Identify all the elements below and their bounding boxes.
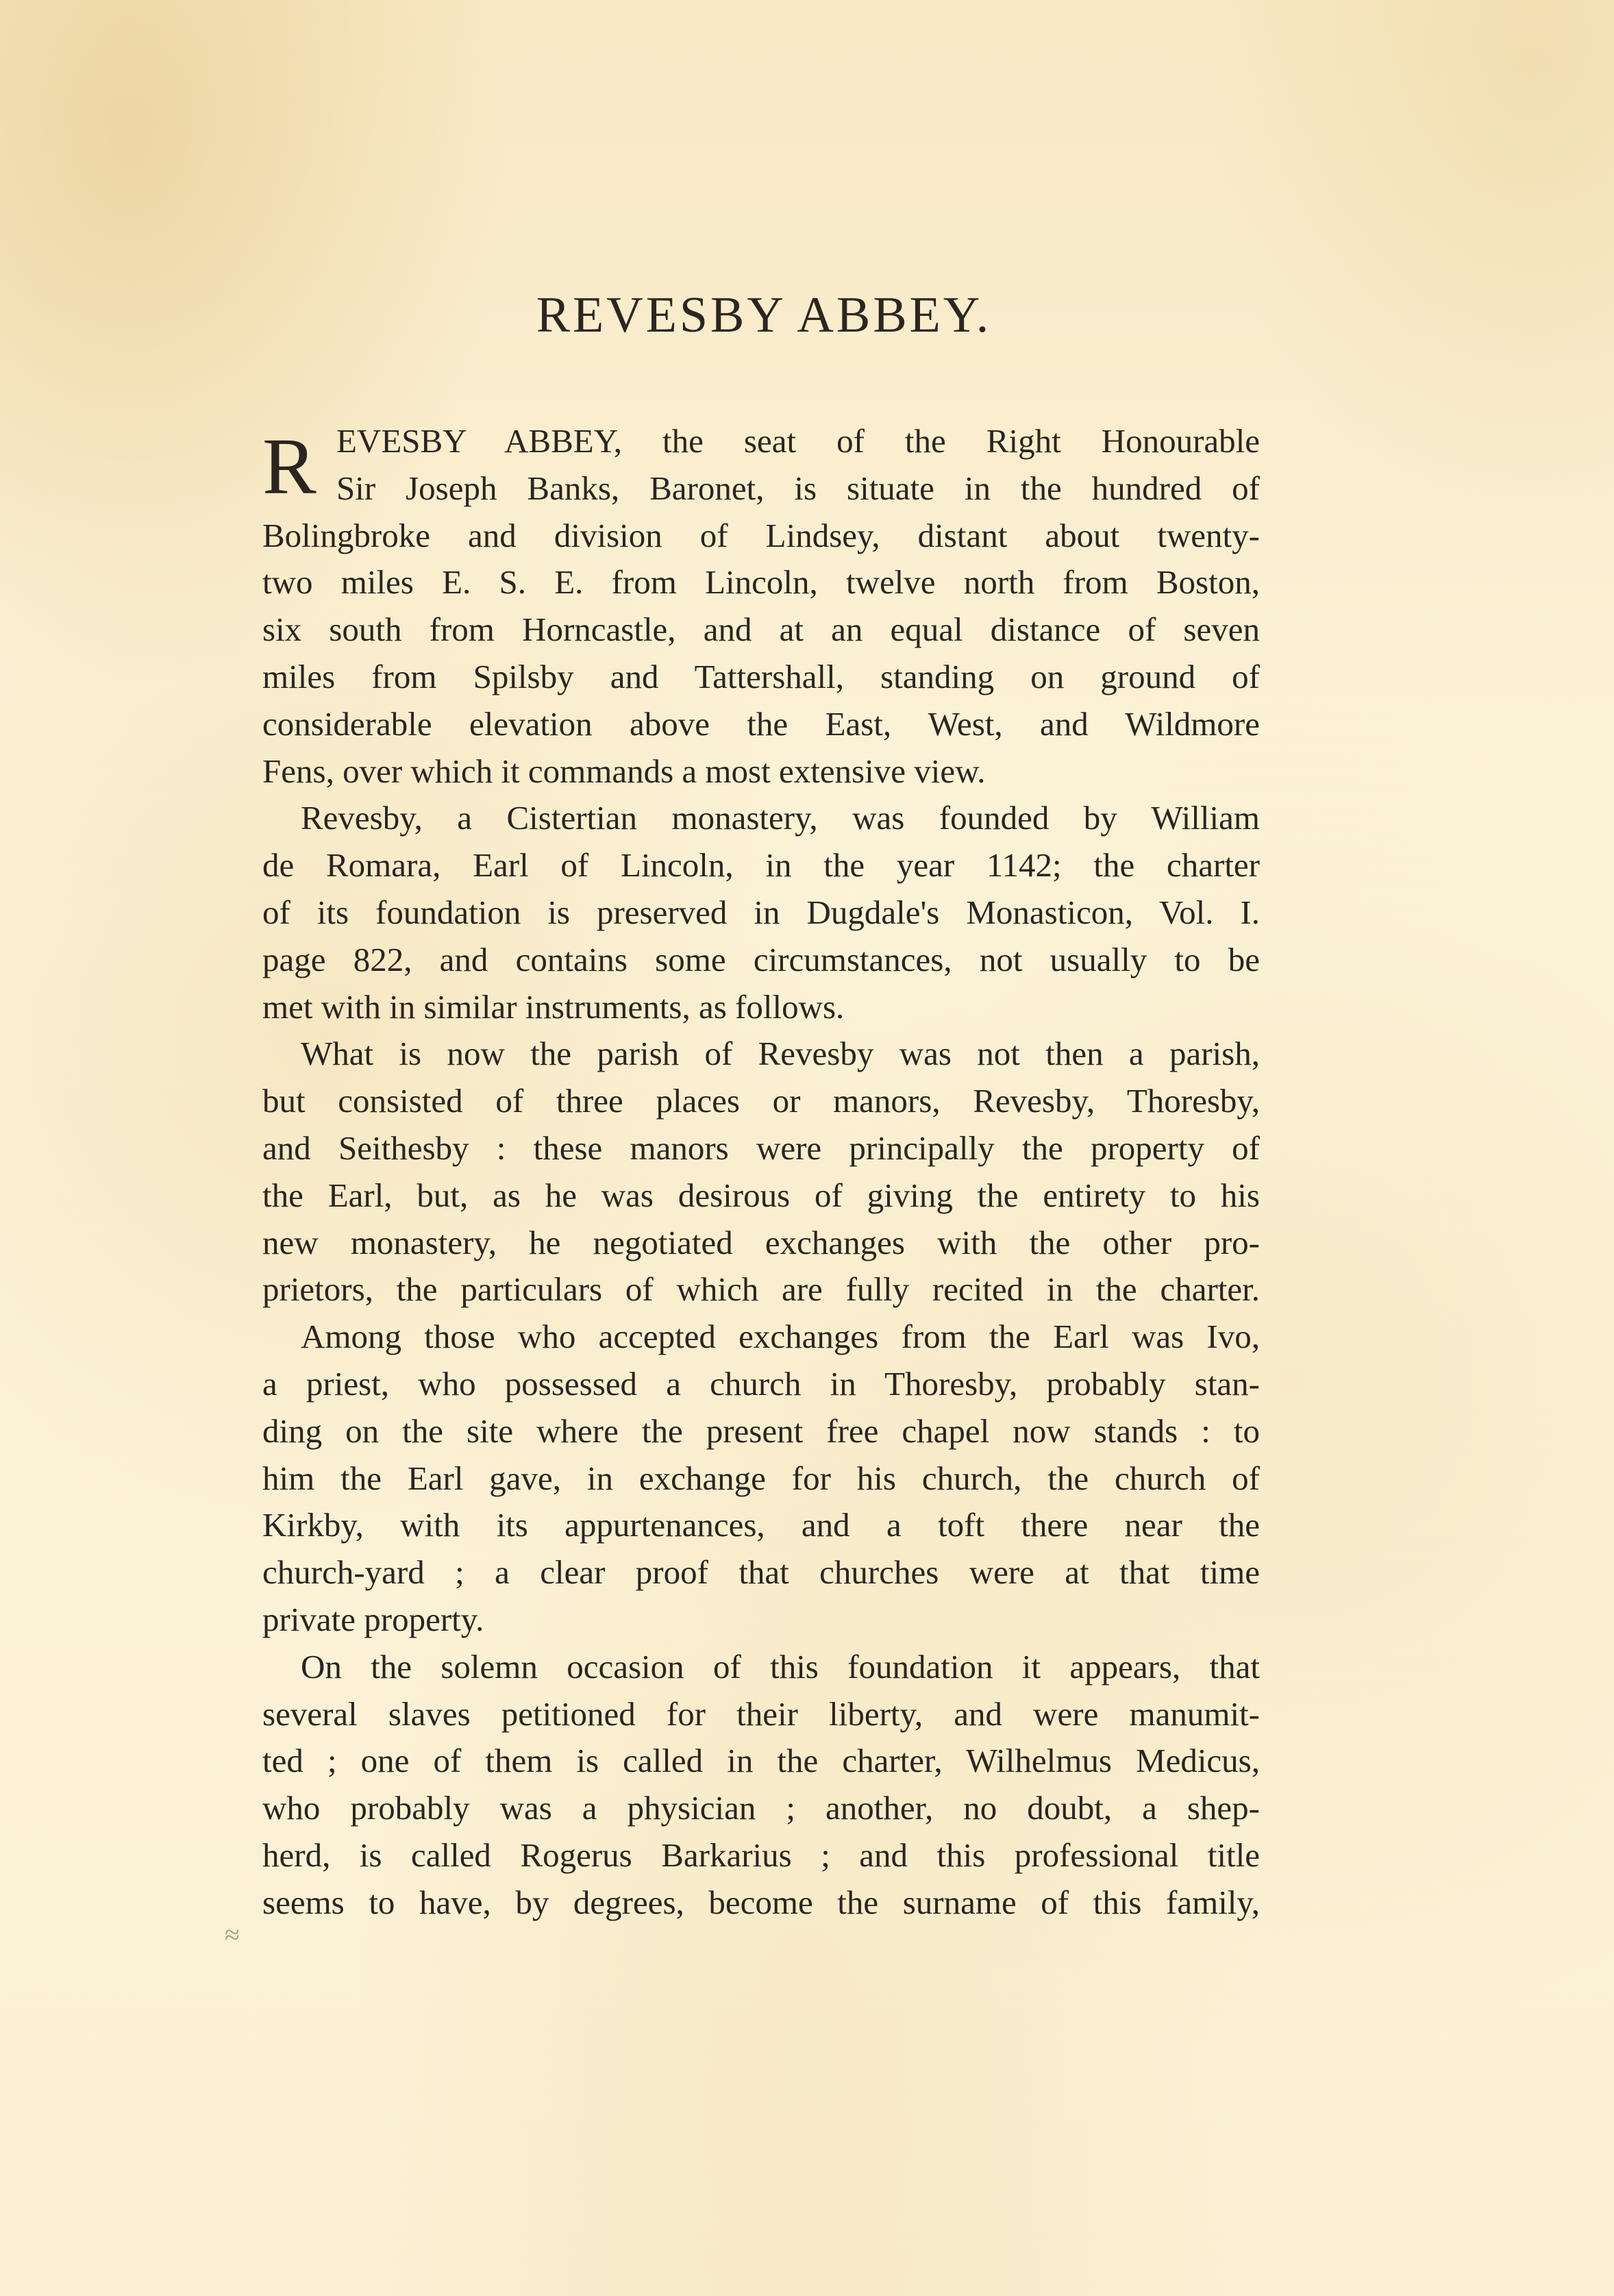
text-line: Sir Joseph Banks, Baronet, is situate in the hundred of bbox=[336, 469, 1260, 507]
text-line: de Romara, Earl of Lincoln, in the year 1142; the charter bbox=[262, 846, 1260, 885]
page-title: REVESBY ABBEY. bbox=[536, 287, 992, 343]
text-line: several slaves petitioned for their liberty, and were manumit- bbox=[262, 1694, 1260, 1733]
text-line: page 822, and contains some circumstances, not usually to be bbox=[262, 940, 1260, 978]
text-line: seems to have, by degrees, become the surname of this family, bbox=[262, 1883, 1260, 1921]
text-line: private property. bbox=[262, 1600, 484, 1638]
paragraph-4 bbox=[262, 1313, 1260, 1644]
paragraph-1 bbox=[262, 418, 1260, 795]
text-line: Bolingbroke and division of Lindsey, distant about twenty- bbox=[262, 516, 1260, 554]
text-line: What is now the parish of Revesby was not then a parish, bbox=[301, 1035, 1260, 1073]
text-line: and Seithesby : these manors were principally the property of bbox=[262, 1128, 1260, 1167]
text-line: the Earl, but, as he was desirous of giving the entirety to his bbox=[262, 1176, 1260, 1214]
text-line: six south from Horncastle, and at an equal distance of seven bbox=[262, 610, 1260, 649]
text-line: of its foundation is preserved in Dugdale's Monasticon, Vol. I. bbox=[262, 893, 1260, 931]
text-line: him the Earl gave, in exchange for his church, the church of bbox=[262, 1459, 1260, 1497]
text-line: On the solemn occasion of this foundation it appears, that bbox=[301, 1647, 1260, 1686]
paragraph-3 bbox=[262, 1030, 1260, 1313]
text-line: ding on the site where the present free chapel now stands : to bbox=[262, 1411, 1260, 1450]
paragraph-2 bbox=[262, 795, 1260, 1030]
text-line: two miles E. S. E. from Lincoln, twelve north from Boston, bbox=[262, 563, 1260, 602]
text-line: ted ; one of them is called in the charter, Wilhelmus Medicus, bbox=[262, 1742, 1260, 1780]
text-line: EVESBY ABBEY, the seat of the Right Honourable bbox=[336, 422, 1260, 460]
text-line: Kirkby, with its appurtenances, and a toft there near the bbox=[262, 1506, 1260, 1544]
text-line: who probably was a physician ; another, no doubt, a shep- bbox=[262, 1789, 1260, 1827]
text-line: Revesby, a Cistertian monastery, was founded by William bbox=[301, 799, 1260, 837]
text-line: Fens, over which it commands a most extensive view. bbox=[262, 752, 986, 790]
text-line: a priest, who possessed a church in Thoresby, probably stan- bbox=[262, 1364, 1260, 1403]
text-line: herd, is called Rogerus Barkarius ; and this professional title bbox=[262, 1836, 1260, 1874]
text-line: new monastery, he negotiated exchanges with the other pro- bbox=[262, 1223, 1260, 1261]
text-line: met with in similar instruments, as follows. bbox=[262, 987, 845, 1026]
text-line: prietors, the particulars of which are fully recited in the charter. bbox=[262, 1270, 1260, 1309]
text-line: considerable elevation above the East, West, and Wildmore bbox=[262, 704, 1260, 743]
paper-blemish-mark: ≈ bbox=[225, 1919, 240, 1950]
text-line: miles from Spilsby and Tattershall, standing on ground of bbox=[262, 657, 1260, 695]
body-text bbox=[262, 418, 1260, 1927]
text-line: but consisted of three places or manors, Revesby, Thoresby, bbox=[262, 1082, 1260, 1120]
paragraph-5 bbox=[262, 1644, 1260, 1927]
text-line: church-yard ; a clear proof that churches were at that time bbox=[262, 1553, 1260, 1592]
text-line: Among those who accepted exchanges from the Earl was Ivo, bbox=[301, 1318, 1260, 1356]
drop-cap-letter: R bbox=[262, 421, 316, 511]
